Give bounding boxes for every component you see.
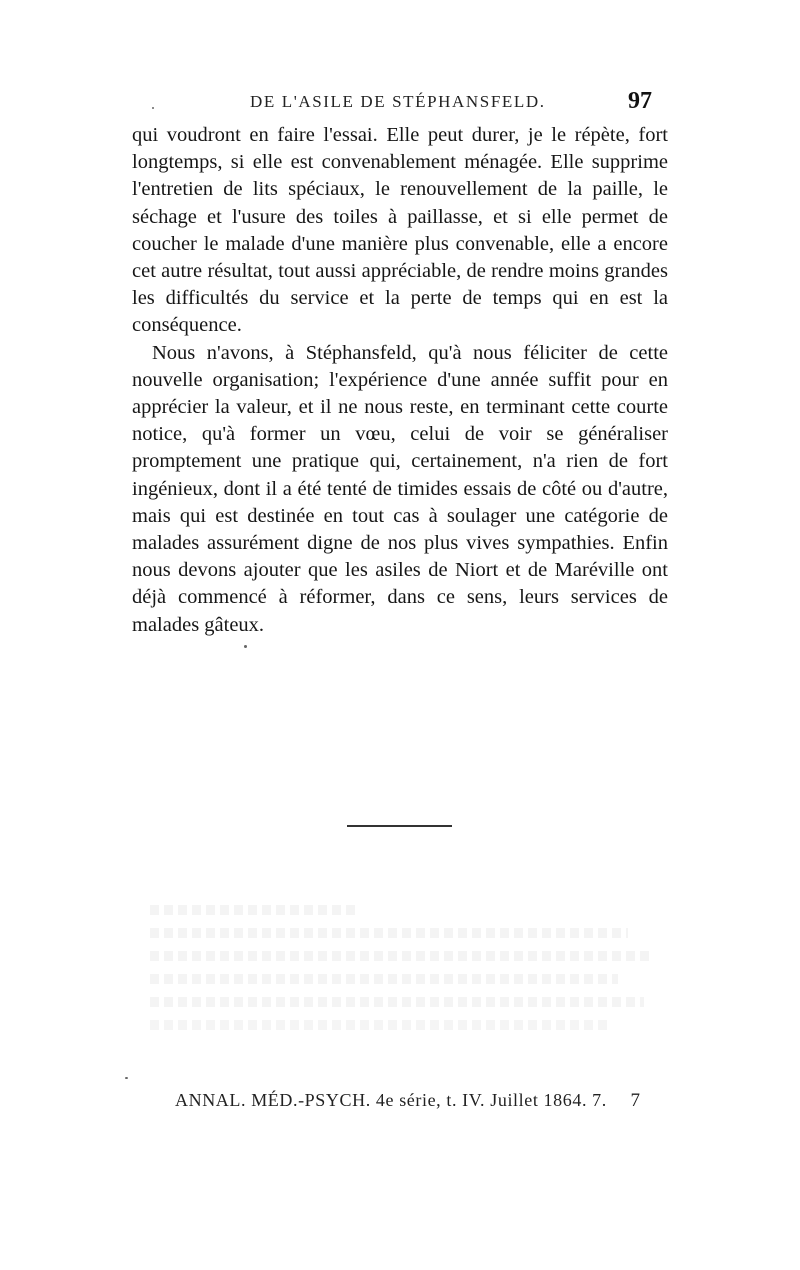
- footer-reference: ANNAL. MÉD.-PSYCH. 4e série, t. IV. Juillet 1864. 7.: [175, 1090, 607, 1110]
- print-speck: [125, 1077, 128, 1079]
- body-text: [132, 122, 668, 639]
- signature-mark: 7: [630, 1090, 640, 1111]
- page-number: 97: [628, 88, 652, 114]
- print-speck: [152, 107, 154, 109]
- show-through-text: [150, 905, 670, 1055]
- section-divider: [347, 825, 452, 827]
- page-footer: [175, 1090, 640, 1118]
- running-head: [130, 88, 652, 122]
- paragraph-continuation: qui voudront en faire l'essai. Elle peut durer, je le répète, fort longtemps, si elle est convenablement ménagée. Elle supprime l'entretien de lits spéciaux, le renouvellement de la paille, le séchage et l'usure des toiles à paillasse, et si elle permet de coucher le malade d'une manière plus convenable, elle a encore cet autre résultat, tout aussi appréciable, de rendre moins grandes les difficultés du service et la perte de temps qui en est la conséquence.: [132, 124, 668, 337]
- print-speck: [244, 645, 247, 648]
- running-title: DE L'ASILE DE STÉPHANSFELD.: [250, 92, 546, 111]
- paragraph-conclusion: Nous n'avons, à Stéphansfeld, qu'à nous féliciter de cette nouvelle organisation; l'expérience d'une année suffit pour en apprécier la valeur, et il ne nous reste, en terminant cette courte notice, qu'à former un vœu, celui de voir se généraliser promptement une pratique qui, certainement, n'a rien de fort ingénieux, dont il a été tenté de timides essais de côté ou d'autre, mais qui est destinée en tout cas à soulager une catégorie de malades assurément digne de nos plus vives sympathies. Enfin nous devons ajouter que les asiles de Niort et de Maréville ont déjà commencé à réformer, dans ce sens, leurs services de malades gâteux.: [132, 341, 668, 636]
